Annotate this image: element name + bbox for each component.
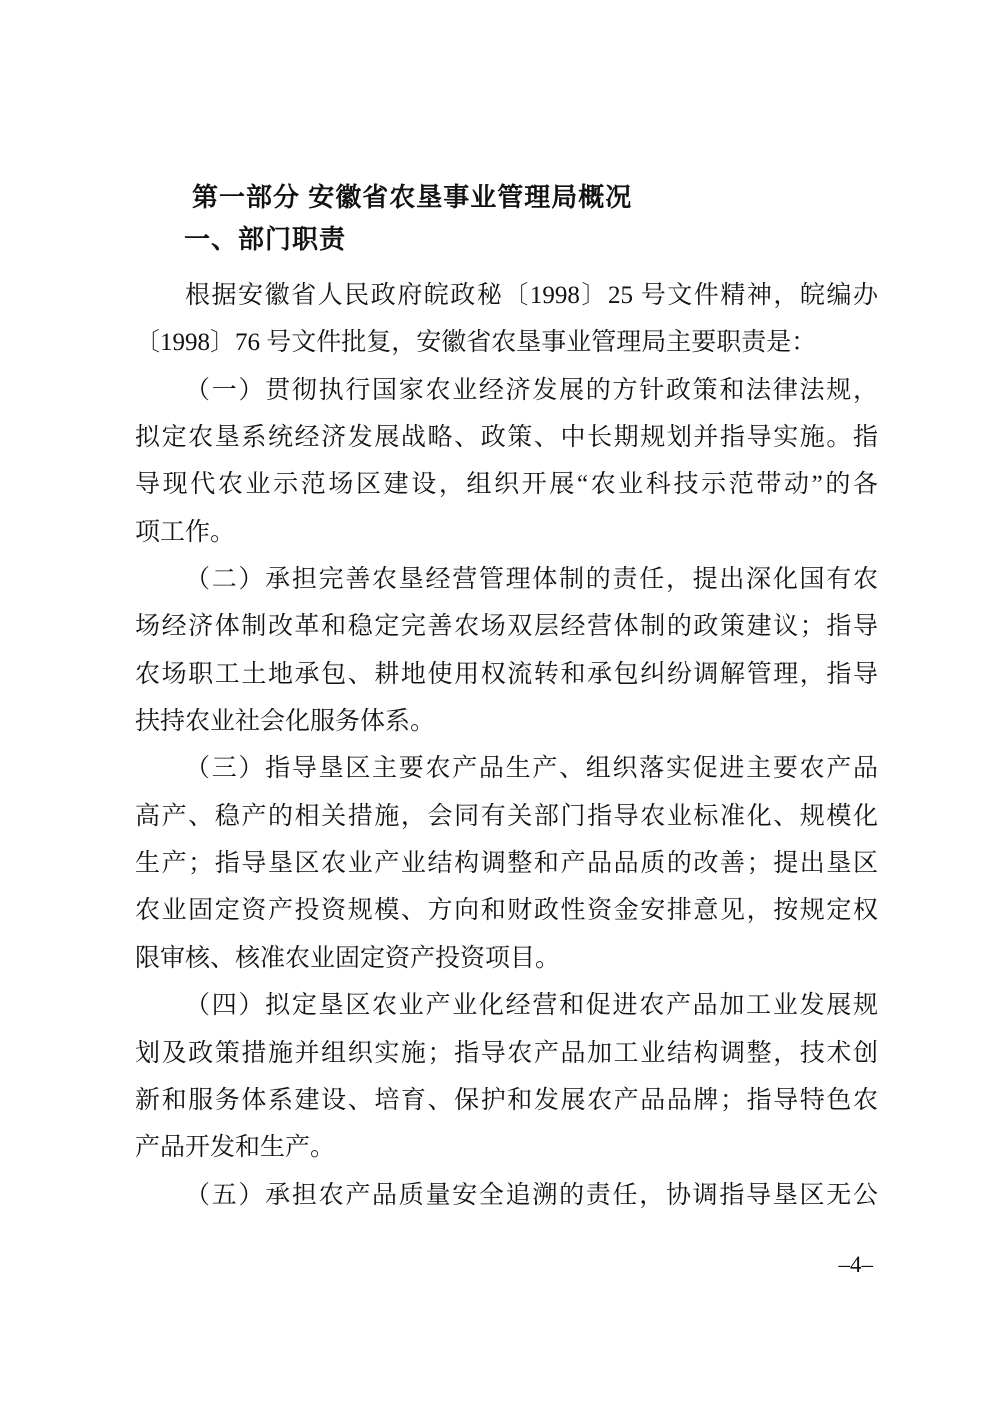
body-line: 高产、稳产的相关措施，会同有关部门指导农业标准化、规模化 (135, 802, 878, 830)
body-line: 生产；指导垦区农业产业结构调整和产品品质的改善；提出垦区 (135, 850, 878, 878)
body-line: 根据安徽省人民政府皖政秘〔1998〕25 号文件精神，皖编办 (185, 282, 878, 309)
body-line: 扶持农业社会化服务体系。 (135, 708, 436, 736)
body-line: 产品开发和生产。 (135, 1134, 336, 1162)
section-heading: 一、部门职责 (184, 224, 347, 254)
body-line: （五）承担农产品质量安全追溯的责任，协调指导垦区无公 (185, 1181, 878, 1209)
body-line: 新和服务体系建设、培育、保护和发展农产品品牌；指导特色农 (135, 1086, 878, 1114)
body-line: （一）贯彻执行国家农业经济发展的方针政策和法律法规， (185, 376, 878, 404)
body-line: （二）承担完善农垦经营管理体制的责任，提出深化国有农 (185, 566, 878, 594)
page-number: –4– (838, 1252, 873, 1277)
body-line: 〔1998〕76 号文件批复，安徽省农垦事业管理局主要职责是： (135, 329, 817, 357)
body-line: 划及政策措施并组织实施；指导农产品加工业结构调整，技术创 (135, 1039, 878, 1067)
body-line: 导现代农业示范场区建设，组织开展“农业科技示范带动”的各 (135, 471, 878, 499)
document-content (135, 183, 878, 1219)
document-title: 第一部分 安徽省农垦事业管理局概况 (192, 182, 633, 212)
body-line: 农业固定资产投资规模、方向和财政性资金安排意见，按规定权 (135, 897, 878, 925)
body-line: （四）拟定垦区农业产业化经营和促进农产品加工业发展规 (185, 992, 878, 1020)
body-line: 限审核、核准农业固定资产投资项目。 (135, 944, 561, 972)
body-line: 项工作。 (135, 518, 236, 546)
body-line: （三）指导垦区主要农产品生产、组织落实促进主要农产品 (185, 755, 878, 783)
body-line: 场经济体制改革和稳定完善农场双层经营体制的政策建议；指导 (135, 613, 878, 641)
body-line: 拟定农垦系统经济发展战略、政策、中长期规划并指导实施。指 (135, 424, 878, 452)
body-paragraphs (135, 272, 878, 1219)
body-line: 农场职工土地承包、耕地使用权流转和承包纠纷调解管理，指导 (135, 660, 878, 688)
